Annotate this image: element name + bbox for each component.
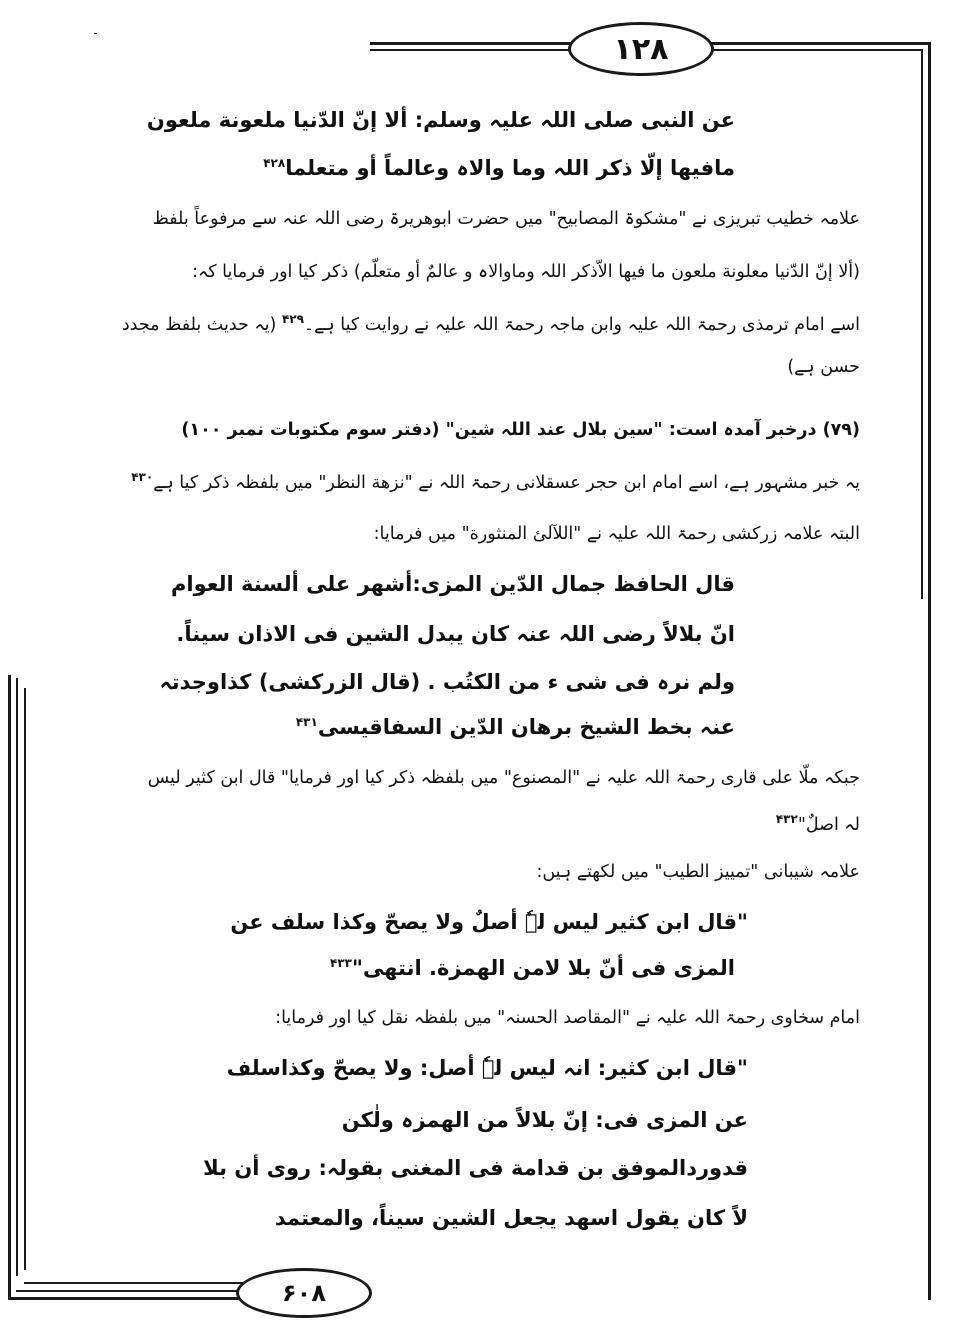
border-right-line xyxy=(928,42,931,1300)
footnote-marker: ۴۲۹ xyxy=(281,312,304,326)
text-line-22 xyxy=(203,1156,748,1180)
line-text: عن النبی صلی اللہ علیہ وسلم: ألا إنّ الدّنیا ملعونة ملعون xyxy=(146,108,735,132)
line-text: لہ اصلٌ" xyxy=(797,814,860,835)
text-line-12 xyxy=(159,670,735,694)
text-line-14 xyxy=(148,768,860,788)
line-text: امام سخاوی رحمۃ اللہ علیہ نے "المقاصد الحسنہ" میں بلفظہ نقل کیا اور فرمایا: xyxy=(275,1008,860,1028)
line-text: لاً کان یقول اسھد یجعل الشین سیناً، والمعتمد xyxy=(274,1206,748,1230)
text-line-17 xyxy=(230,910,748,934)
text-line-4 xyxy=(192,262,860,282)
text-line-15 xyxy=(776,812,860,835)
text-line-20 xyxy=(227,1056,748,1080)
top-page-number: ۱۲۸ xyxy=(568,22,714,76)
text-line-3 xyxy=(153,209,860,229)
line-text: "قال ابن کثیر لیس لہٗ أصلٌ ولا یصحّ وکذا سلف عن xyxy=(230,910,748,934)
text-line-18 xyxy=(330,956,735,980)
line-text: جبکہ ملّا علی قاری رحمۃ اللہ علیہ نے "المصنوع" میں بلفظہ ذکر کیا اور فرمایا" قال ابن کثیر لیس xyxy=(147,768,860,788)
line-text: یہ خبر مشہور ہے، اسے امام ابن حجر عسقلانی رحمۃ اللہ نے "نزھة النظر" میں بلفظہ ذکر کیا ہے xyxy=(153,472,860,493)
text-line-23 xyxy=(275,1206,748,1230)
text-line-16 xyxy=(536,862,860,882)
line-text-tail: (یہ حدیث بلفظ مجدد xyxy=(121,314,282,335)
line-text: حسن ہے) xyxy=(787,357,860,377)
border-left-line-inner xyxy=(16,678,18,1276)
footnote-marker: ۴۲۸ xyxy=(263,156,286,170)
text-line-5 xyxy=(122,312,860,335)
line-text: انّ بلالاً رضی اللہ عنہ کان یبدل الشین فی الاذان سیناً. xyxy=(176,622,735,646)
bottom-page-number: ۶۰۸ xyxy=(236,1268,372,1318)
text-line-9 xyxy=(374,524,860,544)
line-text: البتہ علامہ زرکشی رحمۃ اللہ علیہ نے "اللآلئ المنثورة" میں فرمایا: xyxy=(373,524,860,544)
line-text: عن المزی فی: إنّ بلالاً من الھمزہ ولٰکن xyxy=(341,1108,748,1132)
line-text: قدوردالموفق بن قدامة فی المغنی بقولہ: روی أن بلا xyxy=(203,1156,748,1180)
line-text: قال الحافظ جمال الدّین المزی:أشھر علی ألسنة العوام xyxy=(171,572,735,596)
text-line-13 xyxy=(296,715,735,739)
border-left-line-inner2 xyxy=(24,688,26,1270)
line-text: مافیھا إلّا ذکر اللہ وما والاہ وعالماً أو متعلما xyxy=(285,156,735,180)
text-line-11 xyxy=(176,622,735,646)
border-right-line-inner xyxy=(921,49,923,599)
line-text: علامہ شیبانی "تمییز الطیب" میں لکھتے ہیں: xyxy=(536,862,860,882)
text-line-1 xyxy=(147,108,735,132)
text-line-19 xyxy=(275,1008,860,1028)
line-text: (۷۹) درخبر آمدہ است: "سین بلال عند اللہ شین" (دفتر سوم مکتوبات نمبر ۱۰۰) xyxy=(181,420,860,440)
line-text: (ألا إنّ الدّنیا معلونة ملعون ما فیھا الاّذکر اللہ وماوالاہ و عالمٌ أو متعلّم) ذکر کیا اور فرمایا کہ: xyxy=(192,262,860,282)
line-text: اسے امام ترمذی رحمۃ اللہ علیہ وابن ماجہ رحمۃ اللہ علیہ نے روایت کیا ہے۔ xyxy=(303,314,860,335)
footnote-marker: ۴۳۰ xyxy=(131,470,154,484)
text-line-6 xyxy=(787,357,860,377)
text-line-8 xyxy=(131,470,860,493)
text-line-10 xyxy=(171,572,735,596)
line-text: المزی فی أنّ بلا لامن الھمزة. انتھی" xyxy=(352,956,735,980)
line-text: علامہ خطیب تبریزی نے "مشکوۃ المصابیح" میں حضرت ابوھریرۃ رضی اللہ عنہ سے مرفوعاً بلفظ xyxy=(152,209,860,229)
border-left-line-upper xyxy=(8,675,11,1300)
footnote-marker: ۴۳۳ xyxy=(330,956,352,970)
footnote-marker: ۴۳۲ xyxy=(775,812,798,826)
text-line-2 xyxy=(263,156,735,180)
line-text: عنہ بخط الشیخ برھان الدّین السفاقیسی xyxy=(317,715,735,739)
text-line-21 xyxy=(342,1108,748,1132)
page-border xyxy=(94,33,97,34)
line-text: "قال ابن کثیر: انہ لیس لہٗ أصل: ولا یصحّ وکذاسلف xyxy=(226,1056,748,1080)
text-line-7 xyxy=(181,420,860,440)
footnote-marker: ۴۳۱ xyxy=(295,715,318,729)
line-text: ولم نرہ فی شی ء من الکتُب . (قال الزرکشی) کذاوجدتہ xyxy=(159,670,735,694)
